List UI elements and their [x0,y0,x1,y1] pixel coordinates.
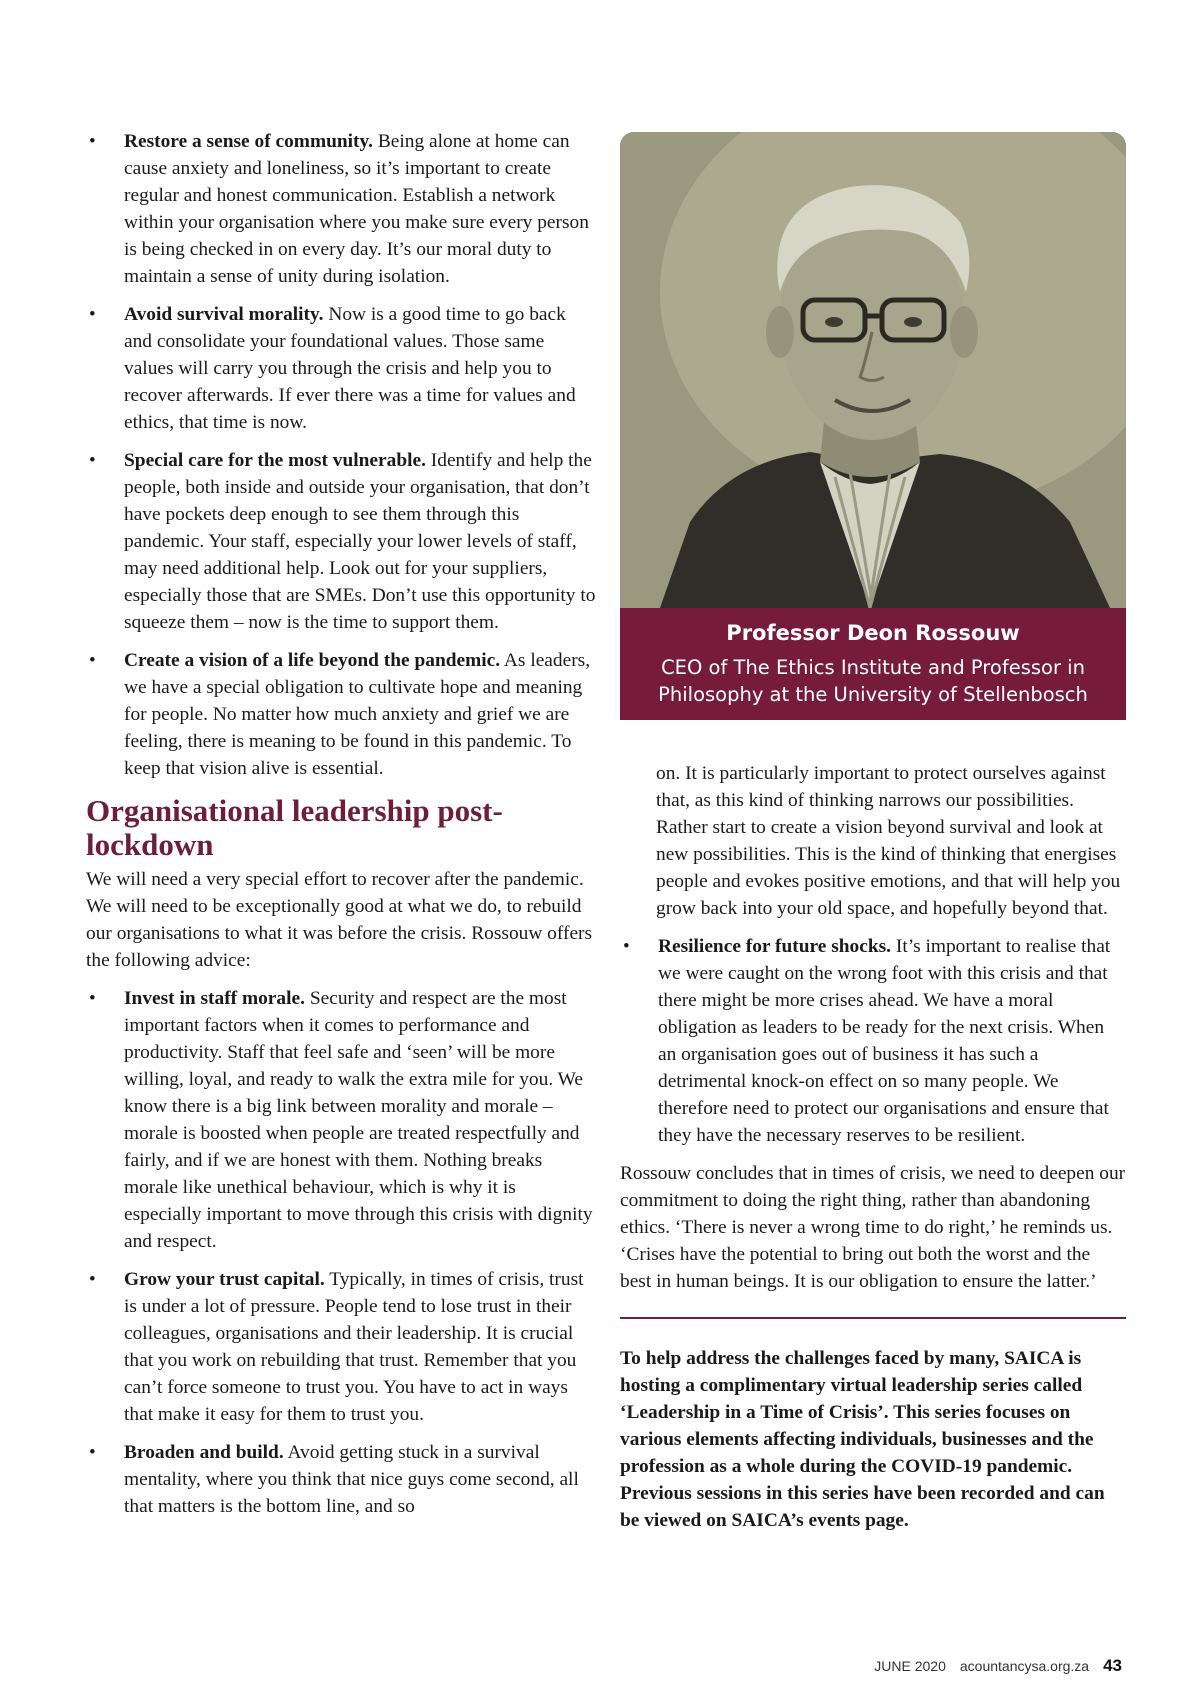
bullet-text: Typically, in times of crisis, trust is under a lot of pressure. People tend to lose trust in their colleagues, organisations and their leadership. It is crucial that you work on rebuilding that trust. Remember that you can’t force someone to trust you. You have to act in ways that make it easy for them to trust you. [124,1269,584,1425]
bullet-icon: • [89,650,96,671]
list-item [620,933,1126,1149]
callout-text: To help address the challenges faced by many, SAICA is hosting a complimentary virtual leadership series called ‘Leadership in a Time of Crisis’. This series focuses on various elements affecting individuals, businesses and the profession as a whole during the COVID-19 pandemic. Previous sessions in this series have been recorded and can be viewed on SAICA’s events page. [620,1348,1105,1531]
continuation-text: on. It is particularly important to protect ourselves against that, as this kind of thinking narrows our possibilities. Rather start to create a vision beyond survival and look at new possibilities. This is the kind of thinking that energises people and evokes positive emotions, and that will help you grow back into your old space, and hopefully beyond that. [656,763,1121,919]
bullet-icon: • [89,304,96,325]
bullet-text: Being alone at home can cause anxiety and loneliness, so it’s important to create regular and honest communication. Establish a network within your organisation where you make sure every person is being checked in on every day. It’s our moral duty to maintain a sense of unity during isolation. [124,131,589,287]
bullet-title: Resilience for future shocks. [658,936,892,957]
portrait-illustration [620,132,1126,608]
right-text [620,760,1126,1295]
bullet-text: Avoid getting stuck in a survival mentality, where you think that nice guys come second, all that matters is the bottom line, and so [124,1442,579,1517]
bullet-title: Special care for the most vulnerable. [124,450,426,471]
bullet-icon: • [623,936,630,957]
bullet-title: Avoid survival morality. [124,304,324,325]
list-item [86,301,596,436]
list-item [86,647,596,782]
list-item [86,447,596,636]
caption-role: CEO of The Ethics Institute and Professor in Philosophy at the University of Stellenbosch [658,656,1088,706]
bullet-title: Broaden and build. [124,1442,284,1463]
bullet-list-bottom [86,985,596,1520]
bullet-title: Grow your trust capital. [124,1269,325,1290]
bullet-text: Security and respect are the most important factors when it comes to performance and productivity. Staff that feel safe and ‘seen’ will be more willing, loyal, and ready to walk the extra mile for you. We know there is a big link between morality and morale – morale is boosted when people are treated respectfully and fairly, and if we are honest with them. Nothing breaks morale like unethical behaviour, which is why it is especially important to move through this crisis with dignity and respect. [124,988,593,1252]
section-intro: We will need a very special effort to recover after the pandemic. We will need to be exceptionally good at what we do, to rebuild our organisations to what it was before the crisis. Rossouw offers the following advice: [86,869,593,971]
bullet-text: It’s important to realise that we were caught on the wrong foot with this crisis and that there might be more crises ahead. We have a moral obligation as leaders to be ready for the next crisis. When an organisation goes out of business it has such a detrimental knock-on effect on so many people. We therefore need to protect our organisations and ensure that they have the necessary reserves to be resilient. [658,936,1111,1146]
bullet-icon: • [89,1269,96,1290]
footer-site: acountancysa.org.za [959,1658,1090,1674]
bullet-icon: • [89,1442,96,1463]
conclusion-text: Rossouw concludes that in times of crisis, we need to deepen our commitment to doing the right thing, rather than abandoning ethics. ‘There is never a wrong time to do right,’ he reminds us. ‘Crises have the potential to bring out both the worst and the best in human beings. It is our obligation to ensure the latter.’ [620,1163,1126,1292]
bullet-title: Restore a sense of community. [124,131,373,152]
left-column [86,128,596,1531]
list-item [86,985,596,1255]
bullet-list-right [620,933,1126,1149]
divider [620,1317,1126,1319]
caption-name: Professor Deon Rossouw [726,621,1020,645]
bullet-title: Create a vision of a life beyond the pandemic. [124,650,501,671]
portrait-photo [620,132,1126,608]
bullet-title: Invest in staff morale. [124,988,305,1009]
right-column [620,132,1126,1534]
bullet-text: Identify and help the people, both inside and outside your organisation, that don’t have pockets deep enough to see them through this pandemic. Your staff, especially your lower levels of staff, may need additional help. Look out for your suppliers, especially those that are SMEs. Don’t use this opportunity to squeeze them – now is the time to support them. [124,450,596,633]
bullet-text: Now is a good time to go back and consolidate your foundational values. Those same values will carry you through the crisis and help you to recover afterwards. If ever there was a time for values and ethics, that time is now. [124,304,576,433]
section-heading: Organisational leadership post-lockdown [86,793,503,862]
bullet-list-top [86,128,596,782]
list-item [86,1266,596,1428]
list-item [86,128,596,290]
page-number: 43 [1103,1656,1122,1675]
photo-caption [620,608,1126,720]
page-footer [874,1656,1122,1676]
bullet-icon: • [89,131,96,152]
list-item [86,1439,596,1520]
bullet-icon: • [89,988,96,1009]
bullet-text: As leaders, we have a special obligation to cultivate hope and meaning for people. No matter how much anxiety and grief we are feeling, there is meaning to be found in this pandemic. To keep that vision alive is essential. [124,650,591,779]
footer-issue: JUNE 2020 [874,1658,946,1674]
bullet-icon: • [89,450,96,471]
